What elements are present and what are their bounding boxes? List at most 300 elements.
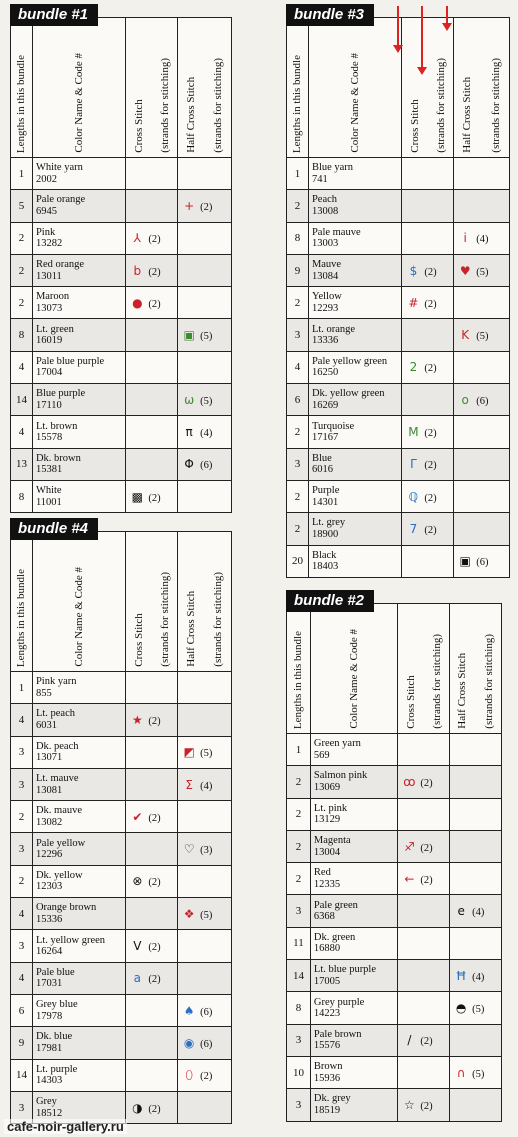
color-code: 13129 bbox=[313, 814, 341, 826]
color-code: 13071 bbox=[35, 752, 63, 764]
stitch-symbol-icon: ★ bbox=[131, 712, 143, 727]
cross-stitch-cell bbox=[398, 960, 450, 992]
color-name: Pale yellow green bbox=[311, 355, 388, 367]
cross-stitch-cell bbox=[402, 287, 454, 319]
cross-stitch-cell bbox=[126, 704, 178, 736]
color-name-cell bbox=[32, 833, 125, 865]
color-name-cell bbox=[32, 672, 125, 704]
stitch-symbol-icon: ● bbox=[132, 295, 143, 310]
strand-count: (4) bbox=[200, 428, 213, 440]
header-cross-stitch bbox=[402, 18, 454, 158]
color-name: Dk. peach bbox=[35, 740, 79, 752]
cross-stitch-cell bbox=[126, 480, 178, 512]
length-cell: 5 bbox=[11, 190, 33, 222]
header-color-name bbox=[32, 18, 125, 158]
stitch-symbol-icon: ▣ bbox=[183, 328, 195, 343]
half-cross-stitch-cell bbox=[454, 545, 510, 577]
color-name-cell bbox=[32, 704, 125, 736]
cross-stitch-cell bbox=[398, 766, 450, 798]
length-cell: 2 bbox=[11, 287, 33, 319]
color-name: Lt. peach bbox=[35, 708, 75, 720]
table-row bbox=[287, 319, 510, 351]
half-cross-stitch-cell bbox=[178, 865, 232, 897]
half-cross-stitch-cell bbox=[178, 994, 232, 1026]
table-row bbox=[11, 994, 232, 1026]
cross-stitch-cell bbox=[126, 801, 178, 833]
stitch-symbol-icon: 2 bbox=[409, 360, 418, 375]
table-row bbox=[11, 704, 232, 736]
cross-stitch-cell bbox=[402, 480, 454, 512]
color-name: Blue yarn bbox=[311, 162, 354, 174]
cross-stitch-cell bbox=[126, 1059, 178, 1091]
table-row bbox=[287, 287, 510, 319]
table-row bbox=[11, 736, 232, 768]
color-code: 18512 bbox=[35, 1107, 63, 1119]
length-cell: 14 bbox=[11, 1059, 33, 1091]
length-cell: 8 bbox=[11, 319, 33, 351]
half-cross-stitch-cell bbox=[178, 351, 232, 383]
color-name: Lt. orange bbox=[311, 323, 356, 335]
color-name: Pale brown bbox=[313, 1028, 362, 1040]
half-cross-stitch-cell bbox=[454, 513, 510, 545]
color-code: 12296 bbox=[35, 849, 63, 861]
length-cell: 2 bbox=[11, 801, 33, 833]
color-code: 13004 bbox=[313, 846, 341, 858]
color-name-cell bbox=[32, 384, 125, 416]
color-name-cell bbox=[32, 930, 125, 962]
stitch-symbol-icon: Φ bbox=[184, 457, 194, 472]
strand-count: (2) bbox=[424, 266, 437, 278]
half-cross-stitch-cell bbox=[454, 287, 510, 319]
strand-count: (5) bbox=[472, 1068, 485, 1080]
color-name-cell bbox=[32, 287, 125, 319]
header-lengths bbox=[11, 532, 33, 672]
stitch-symbol-icon: ℚ bbox=[408, 489, 419, 504]
length-cell: 3 bbox=[11, 768, 33, 800]
half-cross-stitch-cell bbox=[450, 960, 502, 992]
length-cell: 4 bbox=[287, 351, 309, 383]
half-cross-stitch-cell bbox=[450, 992, 502, 1024]
color-code: 14301 bbox=[311, 496, 339, 508]
length-cell: 2 bbox=[11, 222, 33, 254]
cross-stitch-cell bbox=[402, 384, 454, 416]
half-cross-stitch-cell bbox=[178, 319, 232, 351]
table-row bbox=[11, 833, 232, 865]
strand-count: (2) bbox=[148, 1103, 161, 1115]
length-cell: 4 bbox=[11, 962, 33, 994]
table-row bbox=[287, 734, 502, 766]
color-code: 16264 bbox=[35, 946, 63, 958]
color-name: Dk. yellow green bbox=[311, 388, 385, 400]
header-cross-stitch bbox=[126, 532, 178, 672]
stitch-symbol-icon: V bbox=[133, 939, 142, 954]
half-cross-stitch-cell bbox=[454, 158, 510, 190]
strand-count: (2) bbox=[148, 266, 161, 278]
cross-stitch-cell bbox=[398, 863, 450, 895]
cross-stitch-cell bbox=[402, 351, 454, 383]
color-name-cell bbox=[310, 798, 397, 830]
color-code: 13011 bbox=[35, 270, 62, 282]
half-cross-stitch-cell bbox=[178, 801, 232, 833]
header-half-cross-stitch bbox=[178, 532, 232, 672]
length-cell: 3 bbox=[287, 895, 311, 927]
color-name-cell bbox=[308, 254, 401, 286]
length-cell: 8 bbox=[287, 992, 311, 1024]
header-cross-stitch-sublabel: (strands for stitching) bbox=[158, 572, 171, 667]
strand-count: (2) bbox=[420, 874, 433, 886]
strand-count: (6) bbox=[200, 1038, 213, 1050]
color-code: 741 bbox=[311, 173, 328, 185]
half-cross-stitch-cell bbox=[178, 768, 232, 800]
bundle-title: bundle #1 bbox=[10, 4, 98, 26]
header-cross-stitch bbox=[126, 18, 178, 158]
color-name: Salmon pink bbox=[313, 770, 368, 782]
length-cell: 14 bbox=[287, 960, 311, 992]
stitch-symbol-icon: ◓ bbox=[455, 1001, 467, 1016]
half-cross-stitch-cell bbox=[178, 736, 232, 768]
strand-count: (2) bbox=[424, 428, 437, 440]
stitch-symbol-icon: + bbox=[184, 198, 195, 213]
stitch-symbol-icon: ← bbox=[404, 871, 415, 886]
color-name-cell bbox=[308, 319, 401, 351]
strand-count: (6) bbox=[476, 557, 489, 569]
color-name: Pale blue bbox=[35, 966, 75, 978]
stitch-symbol-icon: 7 bbox=[409, 521, 418, 536]
table-row bbox=[11, 930, 232, 962]
table-row bbox=[287, 448, 510, 480]
table-row bbox=[11, 351, 232, 383]
half-cross-stitch-cell bbox=[450, 1056, 502, 1088]
cross-stitch-cell bbox=[126, 736, 178, 768]
cross-stitch-cell bbox=[398, 798, 450, 830]
length-cell: 1 bbox=[11, 158, 33, 190]
header-cross-stitch-sublabel: (strands for stitching) bbox=[158, 58, 171, 153]
cross-stitch-cell bbox=[402, 416, 454, 448]
color-code: 15381 bbox=[35, 464, 63, 476]
strand-count: (2) bbox=[148, 974, 161, 986]
color-name: Dk. mauve bbox=[35, 805, 83, 817]
strand-count: (4) bbox=[476, 234, 489, 246]
site-watermark: cafe-noir-gallery.ru bbox=[4, 1119, 127, 1134]
color-name-cell bbox=[32, 351, 125, 383]
table-row bbox=[11, 898, 232, 930]
color-code: 13073 bbox=[35, 302, 63, 314]
table-row bbox=[287, 222, 510, 254]
color-code: 14303 bbox=[35, 1075, 63, 1087]
color-code: 15336 bbox=[35, 913, 63, 925]
header-lengths bbox=[287, 18, 309, 158]
color-name: White bbox=[35, 485, 62, 497]
color-name-cell bbox=[32, 190, 125, 222]
cross-stitch-cell bbox=[402, 448, 454, 480]
strand-count: (3) bbox=[200, 845, 213, 857]
color-name-cell bbox=[32, 801, 125, 833]
table-row bbox=[11, 158, 232, 190]
strand-count: (5) bbox=[200, 331, 213, 343]
length-cell: 4 bbox=[11, 351, 33, 383]
cross-stitch-cell bbox=[402, 190, 454, 222]
strand-count: (5) bbox=[200, 748, 213, 760]
color-code: 17004 bbox=[35, 367, 63, 379]
color-code: 17167 bbox=[311, 432, 339, 444]
color-name-cell bbox=[310, 734, 397, 766]
color-name-cell bbox=[310, 895, 397, 927]
half-cross-stitch-cell bbox=[454, 222, 510, 254]
cross-stitch-cell bbox=[126, 319, 178, 351]
color-code: 13008 bbox=[311, 205, 339, 217]
length-cell: 14 bbox=[11, 384, 33, 416]
header-half-cross-stitch-label: Half Cross Stitch bbox=[184, 77, 197, 153]
color-name: Dk. grey bbox=[313, 1093, 351, 1105]
header-lengths bbox=[11, 18, 33, 158]
color-code: 16250 bbox=[311, 367, 339, 379]
stitch-symbol-icon: ♡ bbox=[183, 842, 195, 857]
color-name: Mauve bbox=[311, 259, 342, 271]
color-name-cell bbox=[32, 158, 125, 190]
cross-stitch-cell bbox=[398, 734, 450, 766]
half-cross-stitch-cell bbox=[454, 384, 510, 416]
half-cross-stitch-cell bbox=[178, 1091, 232, 1123]
color-name-cell bbox=[308, 351, 401, 383]
half-cross-stitch-cell bbox=[178, 704, 232, 736]
half-cross-stitch-cell bbox=[454, 254, 510, 286]
header-cross-stitch-label: Cross Stitch bbox=[132, 99, 145, 153]
length-cell: 4 bbox=[11, 704, 33, 736]
strand-count: (2) bbox=[200, 201, 213, 213]
color-name: Turquoise bbox=[311, 420, 355, 432]
length-cell: 2 bbox=[287, 863, 311, 895]
color-name: Pale yellow bbox=[35, 837, 86, 849]
color-name-cell bbox=[32, 1059, 125, 1091]
color-code: 12293 bbox=[311, 302, 339, 314]
header-cross-stitch-sublabel: (strands for stitching) bbox=[430, 634, 443, 729]
strand-count: (5) bbox=[476, 331, 489, 343]
half-cross-stitch-cell bbox=[454, 448, 510, 480]
table-row bbox=[287, 254, 510, 286]
half-cross-stitch-cell bbox=[178, 222, 232, 254]
red-arrow-icon bbox=[421, 6, 423, 68]
length-cell: 2 bbox=[287, 416, 309, 448]
stitch-symbol-icon: π bbox=[185, 425, 193, 440]
half-cross-stitch-cell bbox=[178, 158, 232, 190]
color-name: Purple bbox=[311, 485, 340, 497]
half-cross-stitch-cell bbox=[178, 672, 232, 704]
cross-stitch-cell bbox=[398, 992, 450, 1024]
stitch-symbol-icon: ♐ bbox=[403, 839, 415, 854]
strand-count: (4) bbox=[472, 971, 485, 983]
table-row bbox=[11, 865, 232, 897]
strand-count: (2) bbox=[148, 715, 161, 727]
half-cross-stitch-cell bbox=[450, 830, 502, 862]
color-code: 18519 bbox=[313, 1104, 341, 1116]
cross-stitch-cell bbox=[126, 672, 178, 704]
header-color-name bbox=[310, 604, 397, 734]
half-cross-stitch-cell bbox=[178, 254, 232, 286]
length-cell: 4 bbox=[11, 898, 33, 930]
header-half-cross-stitch-label: Half Cross Stitch bbox=[456, 653, 469, 729]
table-row bbox=[287, 1056, 502, 1088]
stitch-symbol-icon: ⅄ bbox=[133, 231, 142, 246]
color-name: Dk. blue bbox=[35, 1031, 73, 1043]
header-half-cross-stitch-label: Half Cross Stitch bbox=[184, 591, 197, 667]
cross-stitch-cell bbox=[126, 898, 178, 930]
length-cell: 11 bbox=[287, 927, 311, 959]
color-name-cell bbox=[32, 480, 125, 512]
cross-stitch-cell bbox=[126, 254, 178, 286]
red-arrow-icon bbox=[397, 6, 399, 46]
stitch-symbol-icon: ꝏ bbox=[403, 774, 416, 789]
color-name: Pink yarn bbox=[35, 676, 77, 688]
table-row bbox=[287, 1024, 502, 1056]
color-name: Dk. yellow bbox=[35, 869, 83, 881]
cross-stitch-cell bbox=[126, 287, 178, 319]
color-name: Dk. green bbox=[313, 931, 356, 943]
color-code: 17031 bbox=[35, 978, 63, 990]
stitch-symbol-icon: ◉ bbox=[183, 1035, 195, 1050]
color-code: 13282 bbox=[35, 238, 63, 250]
half-cross-stitch-cell bbox=[178, 416, 232, 448]
length-cell: 3 bbox=[287, 1089, 311, 1121]
color-code: 15578 bbox=[35, 432, 63, 444]
stitch-symbol-icon: e bbox=[457, 904, 465, 919]
header-color-name-label: Color Name & Code # bbox=[349, 53, 362, 153]
header-lengths bbox=[287, 604, 311, 734]
strand-count: (5) bbox=[472, 1004, 485, 1016]
strand-count: (2) bbox=[200, 1070, 213, 1082]
color-name-cell bbox=[310, 830, 397, 862]
table-row bbox=[11, 801, 232, 833]
table-row bbox=[287, 480, 510, 512]
stitch-symbol-icon: ✔ bbox=[132, 809, 143, 824]
color-name-cell bbox=[32, 222, 125, 254]
table-row bbox=[11, 319, 232, 351]
color-name-cell bbox=[310, 1056, 397, 1088]
color-name: Yellow bbox=[311, 291, 342, 303]
color-code: 17978 bbox=[35, 1010, 63, 1022]
cross-stitch-cell bbox=[126, 994, 178, 1026]
cross-stitch-cell bbox=[398, 1089, 450, 1121]
color-name-cell bbox=[308, 158, 401, 190]
table-row bbox=[287, 863, 502, 895]
color-name: Lt. purple bbox=[35, 1063, 78, 1075]
color-code: 13336 bbox=[311, 335, 339, 347]
color-name-cell bbox=[308, 222, 401, 254]
half-cross-stitch-cell bbox=[450, 895, 502, 927]
color-name-cell bbox=[32, 736, 125, 768]
strand-count: (2) bbox=[420, 842, 433, 854]
length-cell: 3 bbox=[11, 736, 33, 768]
red-arrow-icon bbox=[446, 6, 448, 24]
half-cross-stitch-cell bbox=[178, 287, 232, 319]
header-lengths-label: Lengths in this bundle bbox=[292, 630, 305, 729]
stitch-symbol-icon: Σ bbox=[185, 777, 193, 792]
color-code: 16269 bbox=[311, 399, 339, 411]
half-cross-stitch-cell bbox=[178, 480, 232, 512]
stitch-table bbox=[10, 531, 232, 1124]
half-cross-stitch-cell bbox=[450, 766, 502, 798]
strand-count: (4) bbox=[200, 780, 213, 792]
half-cross-stitch-cell bbox=[454, 416, 510, 448]
color-name-cell bbox=[310, 863, 397, 895]
color-name: Black bbox=[311, 549, 337, 561]
strand-count: (6) bbox=[200, 1006, 213, 1018]
header-half-cross-stitch-sublabel: (strands for stitching) bbox=[212, 58, 225, 153]
length-cell: 3 bbox=[11, 1091, 33, 1123]
bundle-title: bundle #4 bbox=[10, 518, 98, 540]
half-cross-stitch-cell bbox=[450, 863, 502, 895]
cross-stitch-cell bbox=[398, 1024, 450, 1056]
color-name: Maroon bbox=[35, 291, 70, 303]
stitch-symbol-icon: ▩ bbox=[131, 489, 144, 504]
color-name-cell bbox=[308, 190, 401, 222]
header-color-name-label: Color Name & Code # bbox=[73, 53, 86, 153]
cross-stitch-cell bbox=[402, 545, 454, 577]
length-cell: 13 bbox=[11, 448, 33, 480]
length-cell: 1 bbox=[287, 734, 311, 766]
color-code: 569 bbox=[313, 749, 330, 761]
cross-stitch-cell bbox=[126, 833, 178, 865]
length-cell: 1 bbox=[11, 672, 33, 704]
color-code: 12303 bbox=[35, 881, 63, 893]
color-name-cell bbox=[308, 287, 401, 319]
strand-count: (2) bbox=[424, 460, 437, 472]
half-cross-stitch-cell bbox=[178, 384, 232, 416]
color-name-cell bbox=[32, 994, 125, 1026]
strand-count: (2) bbox=[424, 492, 437, 504]
cross-stitch-cell bbox=[402, 222, 454, 254]
color-name-cell bbox=[310, 992, 397, 1024]
length-cell: 20 bbox=[287, 545, 309, 577]
length-cell: 3 bbox=[287, 448, 309, 480]
stitch-symbol-icon: M bbox=[408, 425, 419, 440]
half-cross-stitch-cell bbox=[450, 927, 502, 959]
color-name-cell bbox=[32, 254, 125, 286]
header-half-cross-stitch-label: Half Cross Stitch bbox=[461, 77, 474, 153]
stitch-symbol-icon: ♠ bbox=[183, 1003, 195, 1018]
color-name-cell bbox=[308, 416, 401, 448]
color-name: Grey blue bbox=[35, 999, 78, 1011]
color-name-cell bbox=[310, 960, 397, 992]
color-code: 16880 bbox=[313, 943, 341, 955]
color-code: 855 bbox=[35, 687, 52, 699]
cross-stitch-cell bbox=[126, 158, 178, 190]
header-cross-stitch-label: Cross Stitch bbox=[132, 613, 145, 667]
stitch-symbol-icon: a bbox=[133, 971, 142, 986]
half-cross-stitch-cell bbox=[450, 798, 502, 830]
table-row bbox=[287, 830, 502, 862]
table-row bbox=[287, 927, 502, 959]
header-color-name-label: Color Name & Code # bbox=[73, 567, 86, 667]
length-cell: 2 bbox=[287, 830, 311, 862]
color-name-cell bbox=[32, 865, 125, 897]
length-cell: 2 bbox=[287, 480, 309, 512]
length-cell: 2 bbox=[287, 287, 309, 319]
stitch-symbol-icon: ☆ bbox=[403, 1097, 415, 1112]
strand-count: (2) bbox=[420, 777, 433, 789]
half-cross-stitch-cell bbox=[450, 1024, 502, 1056]
length-cell: 8 bbox=[287, 222, 309, 254]
header-lengths-label: Lengths in this bundle bbox=[291, 54, 304, 153]
length-cell: 3 bbox=[11, 833, 33, 865]
table-row bbox=[287, 798, 502, 830]
length-cell: 2 bbox=[287, 798, 311, 830]
length-cell: 2 bbox=[287, 513, 309, 545]
color-code: 13069 bbox=[313, 781, 341, 793]
stitch-symbol-icon: ▣ bbox=[459, 554, 471, 569]
strand-count: (6) bbox=[200, 460, 213, 472]
color-code: 15936 bbox=[313, 1072, 341, 1084]
stitch-symbol-icon: ◑ bbox=[132, 1100, 143, 1115]
